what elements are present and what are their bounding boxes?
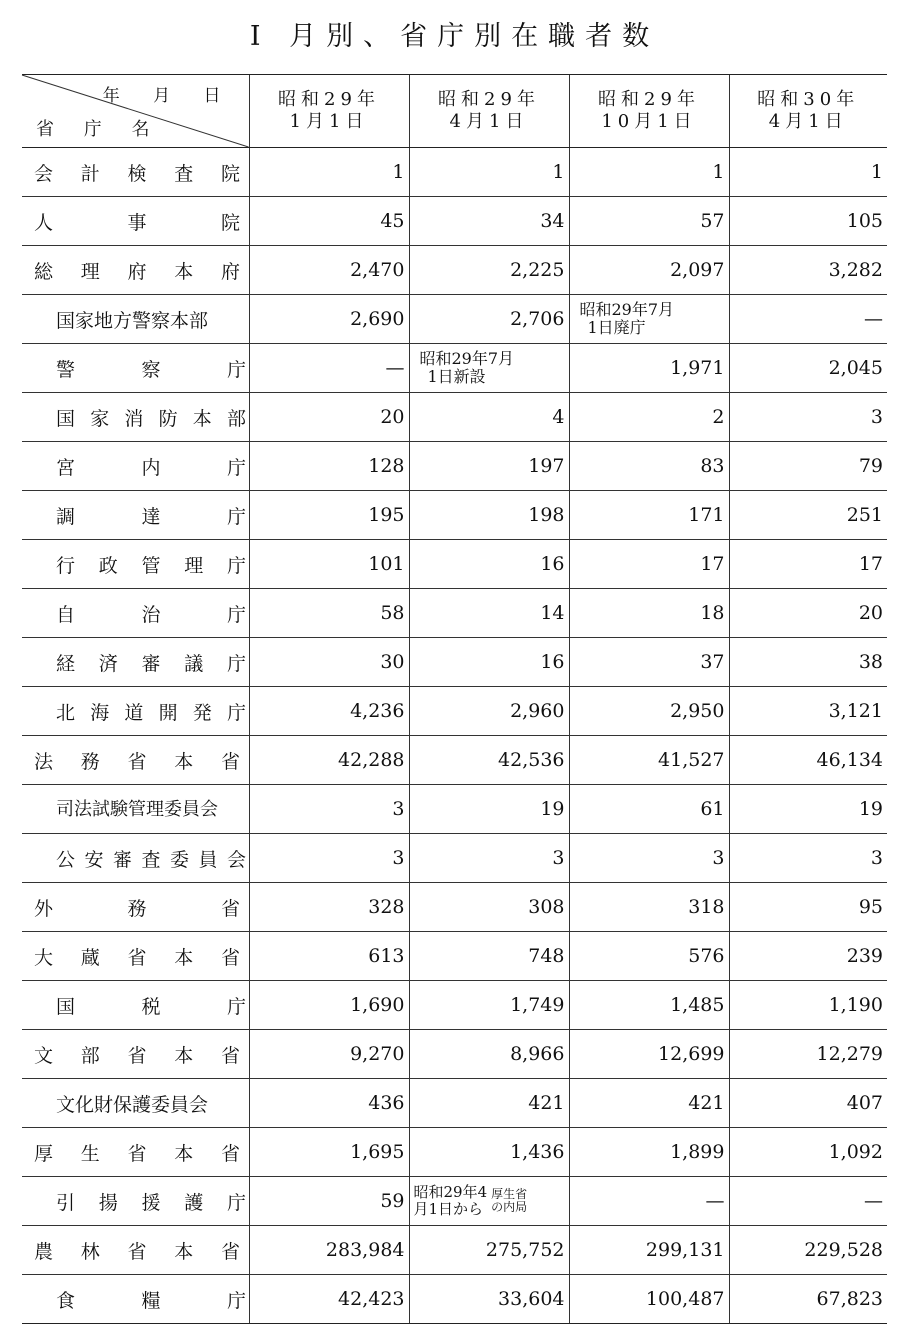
value-cell: 17: [569, 540, 729, 589]
table-row: [22, 491, 887, 540]
value-cell: 61: [569, 785, 729, 834]
table-row: [22, 589, 887, 638]
value-cell: 299,131: [569, 1226, 729, 1275]
table-row: [22, 344, 887, 393]
value-cell: 41,527: [569, 736, 729, 785]
value-cell: 1: [729, 148, 887, 197]
table-row: [22, 1226, 887, 1275]
value-cell: 1,749: [409, 981, 569, 1030]
value-cell: 4: [409, 393, 569, 442]
value-cell: 83: [569, 442, 729, 491]
value-cell: 59: [249, 1177, 409, 1226]
value-cell: 318: [569, 883, 729, 932]
table-row: [22, 1030, 887, 1079]
value-cell: 16: [409, 540, 569, 589]
value-cell: 1: [249, 148, 409, 197]
value-cell: 34: [409, 197, 569, 246]
value-cell: 3: [409, 834, 569, 883]
table-row: [22, 1275, 887, 1324]
header-col-1: 昭和29年 1月1日: [249, 75, 409, 148]
staff-table: [22, 74, 887, 1324]
value-cell: 33,604: [409, 1275, 569, 1324]
value-cell: 1,971: [569, 344, 729, 393]
value-cell: 2,470: [249, 246, 409, 295]
value-cell: 421: [409, 1079, 569, 1128]
value-cell: 613: [249, 932, 409, 981]
header-col-4: 昭和30年 4月1日: [729, 75, 887, 148]
table-row: [22, 1177, 887, 1226]
value-cell: 2,706: [409, 295, 569, 344]
value-cell: 46,134: [729, 736, 887, 785]
value-cell: 171: [569, 491, 729, 540]
value-cell: 328: [249, 883, 409, 932]
table-row: [22, 540, 887, 589]
value-cell: 67,823: [729, 1275, 887, 1324]
page-title: I 月別、省庁別在職者数: [249, 21, 660, 52]
ministry-name: 公安審査委員会: [22, 834, 249, 883]
value-cell: 197: [409, 442, 569, 491]
value-cell: 45: [249, 197, 409, 246]
value-cell: 1,690: [249, 981, 409, 1030]
table-row: [22, 295, 887, 344]
table-body: [22, 148, 887, 1324]
header-col-2: 昭和29年 4月1日: [409, 75, 569, 148]
value-cell: 3,121: [729, 687, 887, 736]
note-cell: 昭和29年7月 1日新設: [409, 344, 569, 393]
value-cell: 3: [569, 834, 729, 883]
header-col-3: 昭和29年 10月1日: [569, 75, 729, 148]
value-cell: 17: [729, 540, 887, 589]
value-cell: 42,288: [249, 736, 409, 785]
table-row: [22, 1128, 887, 1177]
ministry-name: 行政管理庁: [22, 540, 249, 589]
value-cell: 229,528: [729, 1226, 887, 1275]
header-ministry-label: 省 庁 名: [36, 119, 162, 140]
value-cell: 58: [249, 589, 409, 638]
ministry-name: 会計検査院: [22, 148, 249, 197]
value-cell: —: [249, 344, 409, 393]
value-cell: 2,960: [409, 687, 569, 736]
ministry-name: 国税庁: [22, 981, 249, 1030]
value-cell: 105: [729, 197, 887, 246]
value-cell: 576: [569, 932, 729, 981]
value-cell: 251: [729, 491, 887, 540]
value-cell: 421: [569, 1079, 729, 1128]
ministry-name: 人事院: [22, 197, 249, 246]
value-cell: 2,045: [729, 344, 887, 393]
value-cell: 3: [249, 834, 409, 883]
value-cell: 1: [569, 148, 729, 197]
value-cell: 100,487: [569, 1275, 729, 1324]
ministry-name: 自治庁: [22, 589, 249, 638]
note-cell: 昭和29年4 月1日から 厚生省の内局: [409, 1177, 569, 1226]
value-cell: 3: [729, 393, 887, 442]
value-cell: 4,236: [249, 687, 409, 736]
value-cell: —: [729, 295, 887, 344]
table-row: [22, 687, 887, 736]
value-cell: 2: [569, 393, 729, 442]
ministry-name: 調達庁: [22, 491, 249, 540]
ministry-name: 厚生省本省: [22, 1128, 249, 1177]
value-cell: 1,092: [729, 1128, 887, 1177]
value-cell: 239: [729, 932, 887, 981]
value-cell: 283,984: [249, 1226, 409, 1275]
table-row: [22, 981, 887, 1030]
table-row: [22, 393, 887, 442]
value-cell: 12,699: [569, 1030, 729, 1079]
table-row: [22, 442, 887, 491]
ministry-name: 北海道開発庁: [22, 687, 249, 736]
ministry-name: 引揚援護庁: [22, 1177, 249, 1226]
table-row: [22, 246, 887, 295]
note-cell: 昭和29年7月 1日廃庁: [569, 295, 729, 344]
value-cell: 275,752: [409, 1226, 569, 1275]
value-cell: 9,270: [249, 1030, 409, 1079]
value-cell: 12,279: [729, 1030, 887, 1079]
ministry-name: 宮内庁: [22, 442, 249, 491]
value-cell: 407: [729, 1079, 887, 1128]
value-cell: 14: [409, 589, 569, 638]
table-row: [22, 1079, 887, 1128]
value-cell: 2,690: [249, 295, 409, 344]
ministry-name: 総理府本府: [22, 246, 249, 295]
value-cell: 19: [409, 785, 569, 834]
header-corner: [22, 75, 249, 148]
ministry-name: 外務省: [22, 883, 249, 932]
table-row: [22, 148, 887, 197]
value-cell: 95: [729, 883, 887, 932]
value-cell: 79: [729, 442, 887, 491]
value-cell: 436: [249, 1079, 409, 1128]
value-cell: 8,966: [409, 1030, 569, 1079]
value-cell: 2,225: [409, 246, 569, 295]
value-cell: 1,190: [729, 981, 887, 1030]
value-cell: 16: [409, 638, 569, 687]
value-cell: 3: [729, 834, 887, 883]
value-cell: 1: [409, 148, 569, 197]
value-cell: 20: [729, 589, 887, 638]
value-cell: 42,423: [249, 1275, 409, 1324]
ministry-name: 食糧庁: [22, 1275, 249, 1324]
table-row: [22, 883, 887, 932]
value-cell: 3,282: [729, 246, 887, 295]
ministry-name: 司法試験管理委員会: [22, 785, 249, 834]
value-cell: 19: [729, 785, 887, 834]
value-cell: 195: [249, 491, 409, 540]
value-cell: 1,485: [569, 981, 729, 1030]
ministry-name: 経済審議庁: [22, 638, 249, 687]
value-cell: 101: [249, 540, 409, 589]
value-cell: 30: [249, 638, 409, 687]
ministry-name: 国家地方警察本部: [22, 295, 249, 344]
ministry-name: 農林省本省: [22, 1226, 249, 1275]
value-cell: —: [729, 1177, 887, 1226]
table-row: [22, 932, 887, 981]
ministry-name: 文化財保護委員会: [22, 1079, 249, 1128]
value-cell: 38: [729, 638, 887, 687]
header-row: [22, 75, 887, 148]
ministry-name: 国家消防本部: [22, 393, 249, 442]
ministry-name: 法務省本省: [22, 736, 249, 785]
value-cell: 1,436: [409, 1128, 569, 1177]
ministry-name: 文部省本省: [22, 1030, 249, 1079]
value-cell: 57: [569, 197, 729, 246]
value-cell: 748: [409, 932, 569, 981]
value-cell: 20: [249, 393, 409, 442]
table-row: [22, 638, 887, 687]
value-cell: 128: [249, 442, 409, 491]
table-row: [22, 197, 887, 246]
table-row: [22, 834, 887, 883]
value-cell: 18: [569, 589, 729, 638]
value-cell: 198: [409, 491, 569, 540]
table-row: [22, 736, 887, 785]
header-date-label: 年 月 日: [102, 86, 235, 106]
value-cell: 42,536: [409, 736, 569, 785]
table-row: [22, 785, 887, 834]
value-cell: 3: [249, 785, 409, 834]
value-cell: 2,950: [569, 687, 729, 736]
value-cell: —: [569, 1177, 729, 1226]
value-cell: 37: [569, 638, 729, 687]
ministry-name: 大蔵省本省: [22, 932, 249, 981]
value-cell: 2,097: [569, 246, 729, 295]
value-cell: 1,695: [249, 1128, 409, 1177]
ministry-name: 警察庁: [22, 344, 249, 393]
value-cell: 1,899: [569, 1128, 729, 1177]
value-cell: 308: [409, 883, 569, 932]
